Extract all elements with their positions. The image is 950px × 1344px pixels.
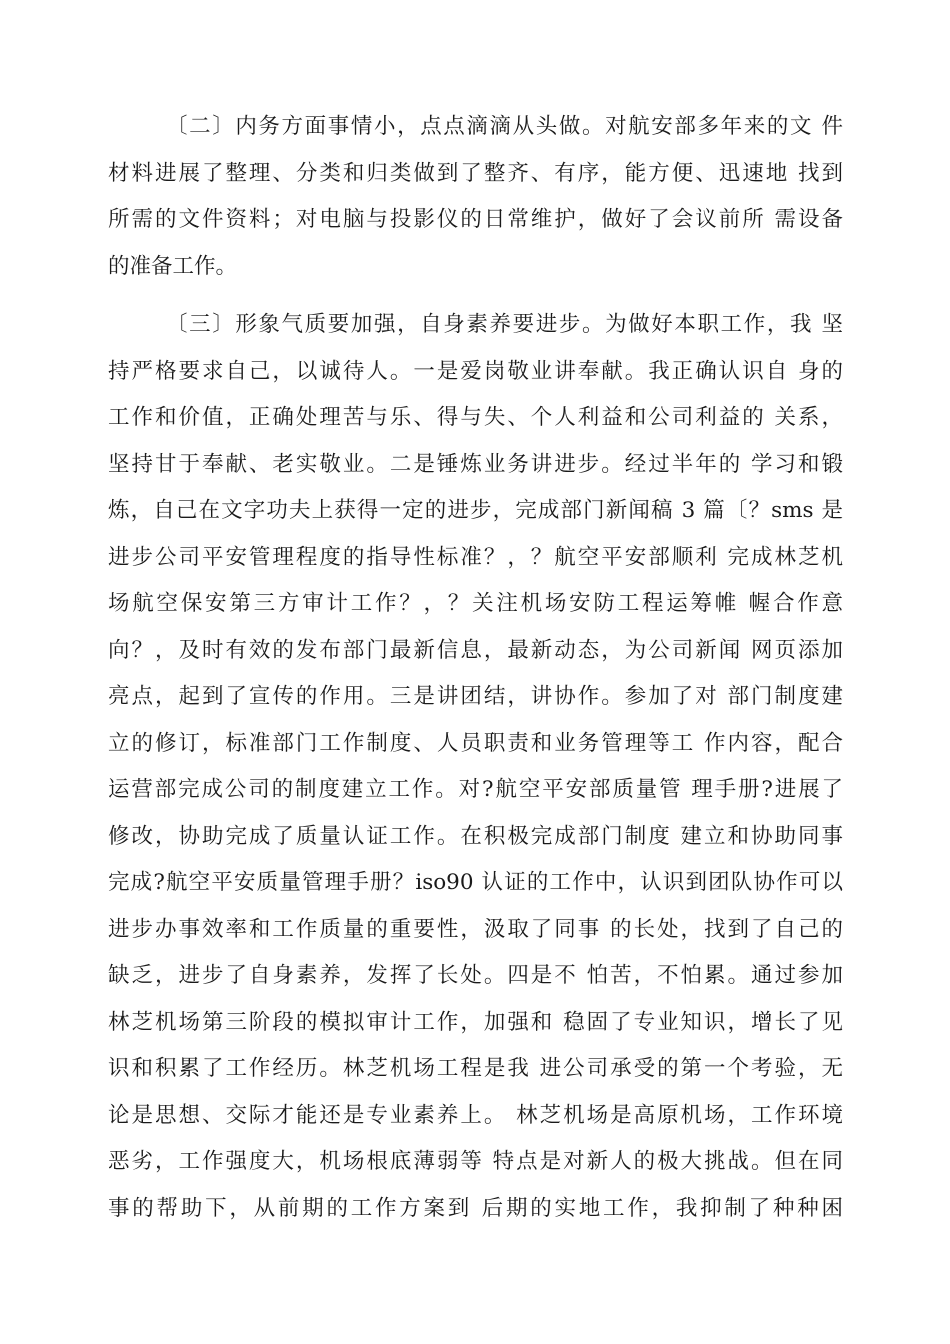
text-line: 缺乏，进步了自身素养，发挥了长处。四是不 怕苦，不怕累。通过参加 [108,963,843,988]
text-line: 工作和价值，正确处理苦与乐、得与失、个人利益和公司利益的 关系， [108,405,843,430]
text-line: 坚持甘于奉献、老实敬业。二是锤炼业务讲进步。经过半年的 学习和锻 [108,451,843,477]
text-line: 修改，协助完成了质量认证工作。在积极完成部门制度 建立和协助同事 [108,823,843,849]
text-line: 论是思想、交际才能还是专业素养上。 林芝机场是高原机场，工作环境 [108,1102,843,1128]
text-line: 亮点，起到了宣传的作用。三是讲团结，讲协作。参加了对 部门制度建 [108,684,843,709]
text-line: 的准备工作。 [108,253,238,279]
text-line: 材料进展了整理、分类和归类做到了整齐、有序，能方便、迅速地 找到 [108,160,843,186]
text-line: 〔三〕形象气质要加强，自身素养要进步。为做好本职工作，我 坚 [166,312,843,337]
text-line: 所需的文件资料；对电脑与投影仪的日常维护，做好了会议前所 需设备 [108,207,843,232]
text-line: 运营部完成公司的制度建立工作。对?航空平安部质量管 理手册?进展了 [108,777,843,802]
text-line: 事的帮助下，从前期的工作方案到 后期的实地工作，我抑制了种种困 [108,1195,843,1221]
paragraph-internal-affairs [108,104,843,290]
text-line: 持严格要求自己，以诚待人。一是爱岗敬业讲奉献。我正确认识自 身的 [108,358,843,384]
paragraph-self-improvement [108,302,843,1232]
text-line: 〔二〕内务方面事情小，点点滴滴从头做。对航安部多年来的文 件 [166,114,843,139]
text-line: 识和积累了工作经历。林芝机场工程是我 进公司承受的第一个考验，无 [108,1056,843,1081]
text-line: 进步公司平安管理程度的指导性标准？，？航空平安部顺利 完成林芝机 [108,544,843,570]
text-line: 进步办事效率和工作质量的重要性，汲取了同事 的长处，找到了自己的 [108,916,843,942]
text-line: 场航空保安第三方审计工作？，？关注机场安防工程运筹帷 幄合作意 [108,591,843,616]
text-line: 炼，自己在文字功夫上获得一定的进步，完成部门新闻稿 3 篇〔？sms 是 [108,498,843,523]
text-line: 林芝机场第三阶段的模拟审计工作，加强和 稳固了专业知识，增长了见 [108,1009,843,1035]
text-line: 向？，及时有效的发布部门最新信息，最新动态，为公司新闻 网页添加 [108,637,843,663]
text-line: 立的修订，标准部门工作制度、人员职责和业务管理等工 作内容，配合 [108,730,843,756]
text-line: 恶劣，工作强度大，机场根底薄弱等 特点是对新人的极大挑战。但在同 [108,1149,843,1174]
document-body [108,104,843,1244]
text-line: 完成?航空平安质量管理手册？iso90 认证的工作中，认识到团队协作可以 [108,870,843,895]
